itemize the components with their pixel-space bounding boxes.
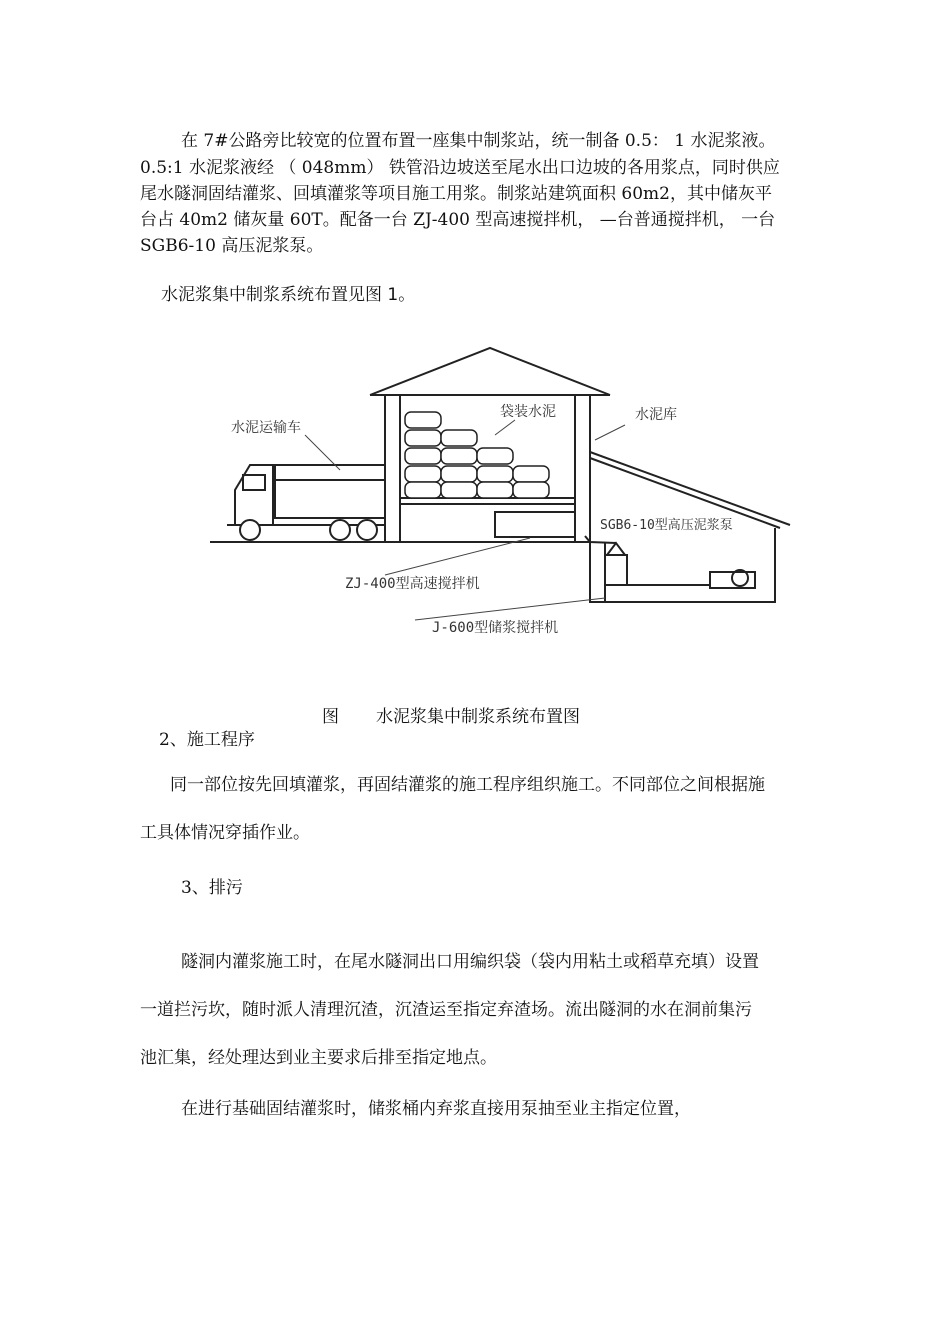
section-3-line-1: 隧洞内灌浆施工时，在尾水隧洞出口用编织袋（袋内用粘土或稻草充填）设置: [181, 952, 759, 972]
figure-caption-title: 水泥浆集中制浆系统布置图: [376, 707, 580, 727]
section-2-heading: 2、施工程序: [159, 730, 255, 750]
figure-caption-prefix: 图: [322, 707, 339, 727]
truck: [227, 465, 385, 540]
section-2-line-1: 同一部位按先回填灌浆，再固结灌浆的施工程序组织施工。不同部位之间根据施: [170, 775, 765, 795]
section-3-heading: 3、排污: [181, 878, 243, 898]
label-mixer: ZJ-400型高速搅拌机: [345, 576, 480, 592]
warehouse-roof: [370, 348, 610, 395]
intro-line-2: 0.5:1 水泥浆液经 （ 048mm） 铁管沿边坡送至尾水出口边坡的各用浆点，同时供应: [140, 158, 780, 178]
intro-line-3: 尾水隧洞固结灌浆、回填灌浆等项目施工用浆。制浆站建筑面积 60m2，其中储灰平: [140, 184, 772, 204]
cement-bags: [405, 412, 549, 498]
section-3-line-2: 一道拦污坎，随时派人清理沉渣，沉渣运至指定弃渣场。流出隧洞的水在洞前集污: [140, 1000, 752, 1020]
label-storage-mixer: J-600型储浆搅拌机: [432, 620, 559, 636]
label-pump: SGB6-10型高压泥浆泵: [600, 518, 733, 533]
intro-line-1: 在 7#公路旁比较宽的位置布置一座集中制浆站，统一制备 0.5： 1 水泥浆液。: [181, 131, 776, 151]
section-2-line-2: 工具体情况穿插作业。: [140, 823, 310, 843]
closing-line: 在进行基础固结灌浆时，储浆桶内弃浆直接用泵抽至业主指定位置，: [181, 1099, 691, 1119]
section-3-line-3: 池汇集，经处理达到业主要求后排至指定地点。: [140, 1048, 497, 1068]
intro-line-4: 台占 40m2 储灰量 60T。配备一台 ZJ-400 型高速搅拌机， —台普通搅拌机， 一台: [140, 210, 776, 230]
intro-line-5: SGB6-10 高压泥浆泵。: [140, 236, 324, 256]
figure-reference: 水泥浆集中制浆系统布置见图 1。: [161, 285, 416, 305]
label-warehouse: 水泥库: [635, 407, 677, 423]
label-bags: 袋装水泥: [500, 404, 556, 420]
label-truck: 水泥运输车: [231, 420, 301, 436]
slurry-system-diagram: [195, 340, 805, 640]
